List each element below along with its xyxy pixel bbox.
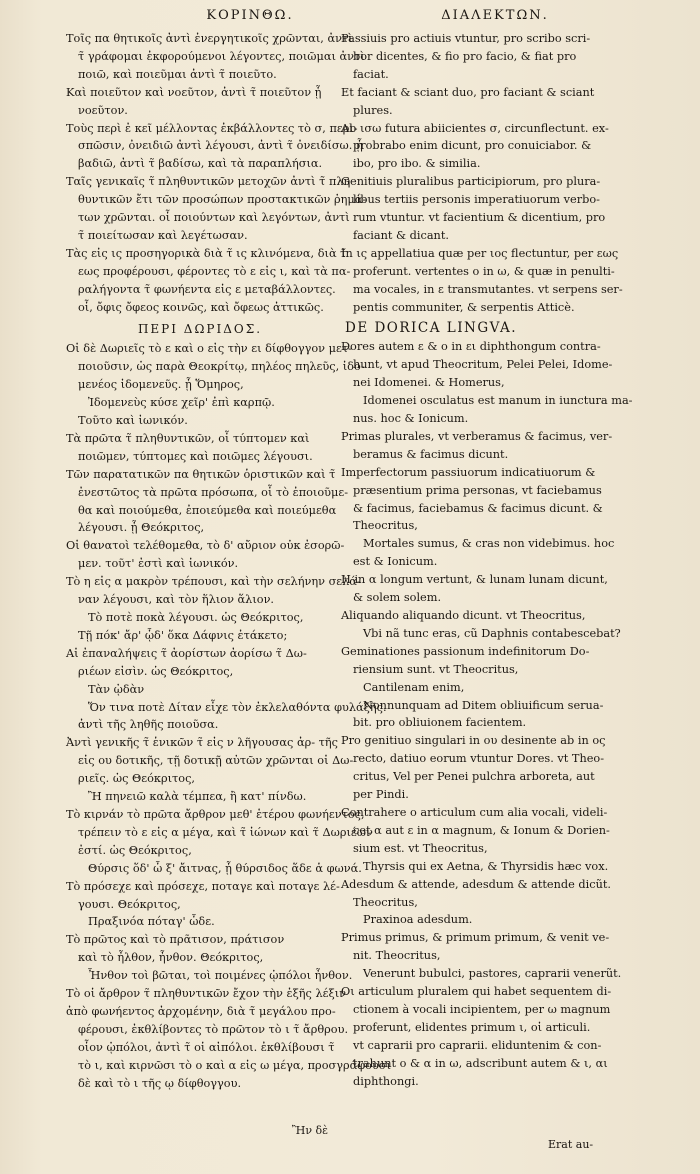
- text-line: οἷ, ὄφις ὄφεος κοινῶς, καὶ ὄφεως ἀττικῶς.: [78, 300, 324, 314]
- text-line: ραλήγοντα τ̃ φωνήεντα εἰς ε μεταβάλλοντες.: [78, 282, 336, 296]
- catchword-right: Erat au-: [548, 1138, 594, 1151]
- text-line: των χρῶνται. οἷ ποιούντων καὶ λεγόντων, ἀντὶ: [78, 211, 350, 225]
- text-line: plures.: [353, 103, 393, 117]
- text-line: nit. Theocritus,: [353, 949, 441, 963]
- latin-text-block-b: [341, 338, 633, 1090]
- text-line: Ὅν τινα ποτὲ Δίταν εἶχε τὸν ἐκλελαθόντα φυλάξῆς.: [88, 700, 387, 714]
- text-line: Ab ισω futura abiicientes σ, circunflectunt. ex-: [341, 121, 609, 135]
- text-line: τ̃ γράφομαι ἐκφορούμενοι λέγοντες, ποιῶμαι ἀντὶ: [78, 49, 365, 63]
- text-line: Ταῖς γενικαῖς τ̃ πληθυντικῶν μετοχῶν ἀντὶ τ̃ πλη: [66, 175, 351, 189]
- text-line: Thyrsis qui ex Aetna, & Thyrsidis hæc vox.: [363, 859, 609, 873]
- text-line: riensium sunt. vt Theocritus,: [353, 662, 519, 676]
- text-line: ριεῖς. ὡς Θεόκριτος,: [78, 772, 196, 786]
- text-line: Τὸ η εἰς α μακρὸν τρέπουσι, καὶ τὴν σελήνην σελά-: [66, 575, 361, 589]
- text-line: τ̃ ποιείτωσαν καὶ λεγέτωσαν.: [78, 228, 248, 242]
- text-line: Καὶ ποιεῦτον καὶ νοεῦτον, ἀντὶ τ̃ ποιεῦτον ᾗ: [66, 85, 322, 99]
- text-line: Pro genitiuo singulari in ου desinente ab in ος: [341, 734, 606, 748]
- text-line: φέρουσι, ἐκθλίβοντες τὸ πρῶτον τὸ ι τ̃ ἄρθρου.: [78, 1022, 349, 1036]
- text-line: Nonnunquam ad Ditem obliuificum serua-: [363, 698, 604, 712]
- running-head-left: ΚΟΡΙΝΘΩ.: [206, 8, 294, 23]
- text-line: καὶ τὸ ἦλθον, ἦνθον. Θεόκριτος,: [78, 951, 264, 965]
- text-line: trahunt o & α in ω, adscribunt autem & ι, αι: [353, 1056, 608, 1070]
- text-line: Αἱ ἐπαναλήψεις τ̃ ἀορίστων ἀορίσω τ̃ Δω-: [66, 646, 307, 660]
- text-line: Adesdum & attende, adesdum & attende dicũt.: [341, 877, 611, 891]
- text-line: σπῶσιν, ὀνειδιῶ ἀντὶ λέγουσι, ἀντὶ τ̃ ὀνειδίσω. ᾗ: [78, 139, 363, 153]
- text-line: libus tertiis personis imperatiuorum verbo-: [353, 193, 600, 207]
- text-line: nei Idomenei. & Homerus,: [353, 376, 505, 390]
- text-line: Cantilenam enim,: [363, 680, 465, 694]
- text-line: ἐνεστῶτος τὰ πρῶτα πρόσωπα, οἷ τὸ ἐποιοῦμε-: [78, 485, 349, 499]
- text-line: Τὸ πρῶτος καὶ τὸ πρᾶτισον, πράτισον: [66, 933, 285, 947]
- greek-section-title: ΠΕΡΙ ΔΩΡΙΔΟΣ.: [137, 321, 263, 336]
- text-line: probrabo enim dicunt, pro conuiciabor. &: [353, 139, 592, 153]
- text-line: Contrahere ο articulum cum alia vocali, videli-: [341, 805, 608, 819]
- text-line: ναν λέγουσι, καὶ τὸν ἥλιον ἅλιον.: [78, 593, 275, 607]
- text-line: Aliquando aliquando dicunt. vt Theocritus,: [341, 609, 586, 622]
- running-head-right: ΔΙΑΛΕΚΤΩΝ.: [441, 8, 549, 23]
- text-line: ἀντὶ τῆς ληθῆς ποιοῦσα.: [78, 718, 219, 732]
- text-line: ma vocales, in ε transmutantes. vt serpens ser-: [353, 282, 623, 296]
- text-line: proferunt. vertentes o in ω, & quæ in penulti-: [353, 264, 615, 278]
- text-line: Ἢ πηνειῶ καλὰ τέμπεα, ἢ κατ' πίνδω.: [88, 790, 307, 804]
- text-line: γουσι. Θεόκριτος,: [78, 897, 181, 911]
- text-line: βαδιῶ, ἀντὶ τ̃ βαδίσω, καὶ τὰ παραπλήσια.: [78, 157, 323, 171]
- text-line: hunt, vt apud Theocritum, Pelei Pelei, Idome-: [353, 358, 613, 372]
- text-line: λέγουσι. ᾗ Θεόκριτος,: [78, 521, 205, 535]
- text-line: νοεῦτον.: [78, 103, 128, 117]
- text-line: est & Ionicum.: [353, 555, 438, 569]
- text-line: Mortales sumus, & cras non videbimus. hoc: [363, 537, 615, 551]
- latin-section-title: DE DORICA LINGVA.: [345, 319, 517, 336]
- text-line: Τὸ κιρνάν τὸ πρῶτα ἄρθρον μεθ' ἑτέρου φωνήεντος,: [66, 807, 365, 821]
- text-line: Primas plurales, vt verberamus & facimus, ver-: [341, 429, 613, 443]
- text-line: ποιῶ, καὶ ποιεῦμαι ἀντὶ τ̃ ποιεῦτο.: [78, 67, 277, 81]
- text-line: Primus primus, & primum primum, & venit ve-: [341, 931, 610, 945]
- text-line: Τοὺς περὶ ἐ κεῖ μέλλοντας ἐκβάλλοντες τὸ σ, περι-: [66, 121, 358, 135]
- text-line: Τὸ πρόσεχε καὶ πρόσεχε, ποταγε καὶ ποταγε λέ-: [66, 879, 340, 893]
- text-line: Τὸ ποτὲ ποκὰ λέγουσι. ὡς Θεόκριτος,: [88, 611, 304, 624]
- text-line: ποιῶμεν, τύπτομες καὶ ποιῶμες λέγουσι.: [78, 449, 313, 463]
- text-line: bor dicentes, & fio pro facio, & fiat pro: [353, 49, 577, 63]
- text-line: Ἀντὶ γενικῆς τ̃ ἑνικῶν τ̃ εἰς ν λῆγουσας ἀρ- τῆς: [66, 736, 339, 750]
- text-line: Idomenei osculatus est manum in iunctura ma-: [363, 394, 633, 408]
- greek-text-block-a: [66, 30, 367, 317]
- text-line: Theocritus,: [353, 519, 418, 533]
- text-line: Venerunt bubulci, pastores, caprarii venerũt.: [363, 967, 622, 981]
- text-line: Τὰς εἰς ις προσηγορικὰ διὰ τ̃ ις κλινόμενα, διὰ τ̃: [66, 246, 347, 260]
- text-line: μεν. τοῦτ' ἐστὶ καὶ ἰωνικόν.: [78, 557, 239, 571]
- text-line: Πραξινόα πόταγ' ὧδε.: [88, 915, 215, 929]
- latin-text-block-a: [341, 30, 623, 317]
- text-line: Genitiuis pluralibus participiorum, pro plura-: [341, 175, 601, 189]
- text-line: pentis communiter, & serpentis Atticè.: [353, 300, 575, 314]
- text-line: & facimus, faciebamus & facimus dicunt. &: [353, 501, 603, 515]
- text-line: Τὰν ᾠδὰν: [88, 682, 145, 696]
- text-line: sium est. vt Theocritus,: [353, 841, 488, 855]
- text-line: τὸ ι, καὶ κιρνῶσι τὸ ο καὶ α εἰς ω μέγα, προσγράφουσι: [78, 1058, 391, 1072]
- text-line: ριέων εἰσὶν. ὡς Θεόκριτος,: [78, 664, 234, 678]
- text-line: Οἱ θανατοὶ τελέθομεθα, τὸ δ' αὔριον οὐκ ἐσορῶ-: [66, 539, 345, 553]
- text-line: diphthongi.: [353, 1074, 419, 1088]
- text-line: rum vtuntur. vt facientium & dicentium, pro: [353, 211, 606, 225]
- text-line: Οι articulum pluralem qui habet sequentem di-: [341, 985, 612, 999]
- text-line: Et faciant & sciant duo, pro faciant & sciant: [341, 85, 595, 99]
- text-line: per Pindi.: [353, 788, 409, 802]
- text-line: Imperfectorum passiuorum indicatiuorum &: [341, 465, 596, 479]
- text-line: εἰς ου δοτικῆς, τῇ δοτικῇ αὐτῶν χρῶνται οἱ Δω-: [78, 754, 354, 768]
- text-line: H in α longum vertunt, & lunam lunam dicunt,: [341, 573, 608, 587]
- text-line: ἐστί. ὡς Θεόκριτος,: [78, 843, 192, 857]
- text-line: Τῇ πόκ' ἄρ' ᾧδ' ὅκα Δάφνις ἐτάκετο;: [78, 628, 288, 642]
- text-line: μενέος ἰδομενεῦς. ᾗ Ὅμηρος,: [78, 378, 244, 392]
- text-line: Τὸ οἱ ἄρθρον τ̃ πληθυντικῶν ἔχον τὴν ἑξῆς λέξιν: [66, 987, 347, 1001]
- text-line: ctionem à vocali incipientem, per ω magnum: [353, 1002, 611, 1016]
- text-line: Dores autem ε & o in ει diphthongum contra-: [341, 340, 601, 354]
- text-line: proferunt, elidentes primum ι, οἱ articuli.: [353, 1020, 591, 1034]
- text-line: εως προφέρουσι, φέροντες τὸ ε εἰς ι, καὶ τὰ πα-: [78, 264, 351, 278]
- text-line: faciant & dicant.: [353, 228, 449, 242]
- text-line: δὲ καὶ τὸ ι τῆς ῳ δίφθογγου.: [78, 1076, 242, 1090]
- text-line: Τῶν παρατατικῶν πα θητικῶν ὁριστικῶν καὶ τ̃: [66, 467, 336, 481]
- catchword-left: Ἢν δὲ: [292, 1124, 329, 1137]
- text-line: cet α aut ε in α magnum, & Ionum & Dorien-: [353, 823, 610, 837]
- text-line: θα καὶ ποιούμεθα, ἐποιεύμεθα καὶ ποιεύμεθα: [78, 503, 337, 517]
- text-line: Praxinoa adesdum.: [363, 913, 473, 927]
- text-line: Passiuis pro actiuis vtuntur, pro scribo scri-: [341, 32, 591, 45]
- text-line: οἷον ᾠπόλοι, ἀντὶ τ̃ οἱ αἰπόλοι. ἐκθλίβουσι τ̃: [78, 1040, 335, 1054]
- text-line: Geminationes passionum indefinitorum Do-: [341, 644, 590, 658]
- text-line: bit. pro obliuionem facientem.: [353, 716, 527, 730]
- text-line: τρέπειν τὸ ε εἰς α μέγα, καὶ τ̃ ἰώνων καὶ τ̃ Δωριέων: [78, 825, 373, 839]
- text-line: nus. hoc & Ionicum.: [353, 412, 469, 426]
- text-line: Τοῦτο καὶ ἰωνικόν.: [78, 414, 188, 428]
- text-line: faciat.: [353, 67, 389, 81]
- text-line: ibo, pro ibo. & similia.: [353, 157, 481, 171]
- text-line: beramus & facimus dicunt.: [353, 447, 509, 461]
- text-line: & solem solem.: [353, 591, 442, 605]
- text-line: Vbi nã tunc eras, cũ Daphnis contabescebat?: [363, 626, 621, 640]
- text-line: Theocritus,: [353, 895, 418, 909]
- text-line: critus, Vel per Penei pulchra arboreta, aut: [353, 770, 595, 784]
- text-line: θυντικῶν ἔτι τῶν προσώπων προστακτικῶν ῥημά-: [78, 193, 367, 207]
- text-line: recto, datiuo eorum vtuntur Dores. vt Theo-: [353, 752, 605, 766]
- text-line: Τὰ πρῶτα τ̃ πληθυντικῶν, οἷ τύπτομεν καὶ: [66, 431, 310, 445]
- text-line: ἀπὸ φωνήεντος ἀρχομένην, διὰ τ̃ μεγάλου προ-: [66, 1004, 336, 1018]
- text-line: Ἦνθον τοὶ βῶται, τοὶ ποιμένες ᾠπόλοι ἦνθον.: [88, 969, 353, 983]
- text-line: vt caprarii pro caprarii. eliduntenim & con-: [353, 1038, 602, 1052]
- text-line: Ἰδομενεὺς κύσε χεῖρ' ἐπὶ καρπῷ.: [88, 396, 275, 410]
- text-line: præsentium prima personas, vt faciebamus: [353, 483, 602, 497]
- text-line: Θύρσις ὅδ' ὦ ξ' ἄιτνας, ᾗ θύρσιδος ἅδε ἁ φωνά.: [88, 861, 362, 875]
- latin-column: [341, 30, 633, 1090]
- text-line: In ις appellatiua quæ per ιος flectuntur, per εως: [341, 246, 619, 260]
- text-line: Οἱ δὲ Δωριεῖς τὸ ε καὶ ο εἰς τὴν ει δίφθογγον μετ-: [66, 342, 352, 356]
- text-line: Τοῖς πα θητικοῖς ἀντὶ ἐνεργητικοῖς χρῶνται, ἀντὶ: [66, 32, 353, 45]
- text-line: ποιοῦσιν, ὡς παρὰ Θεοκρίτῳ, πηλέος πηλεῦς, ἰδο-: [78, 360, 365, 374]
